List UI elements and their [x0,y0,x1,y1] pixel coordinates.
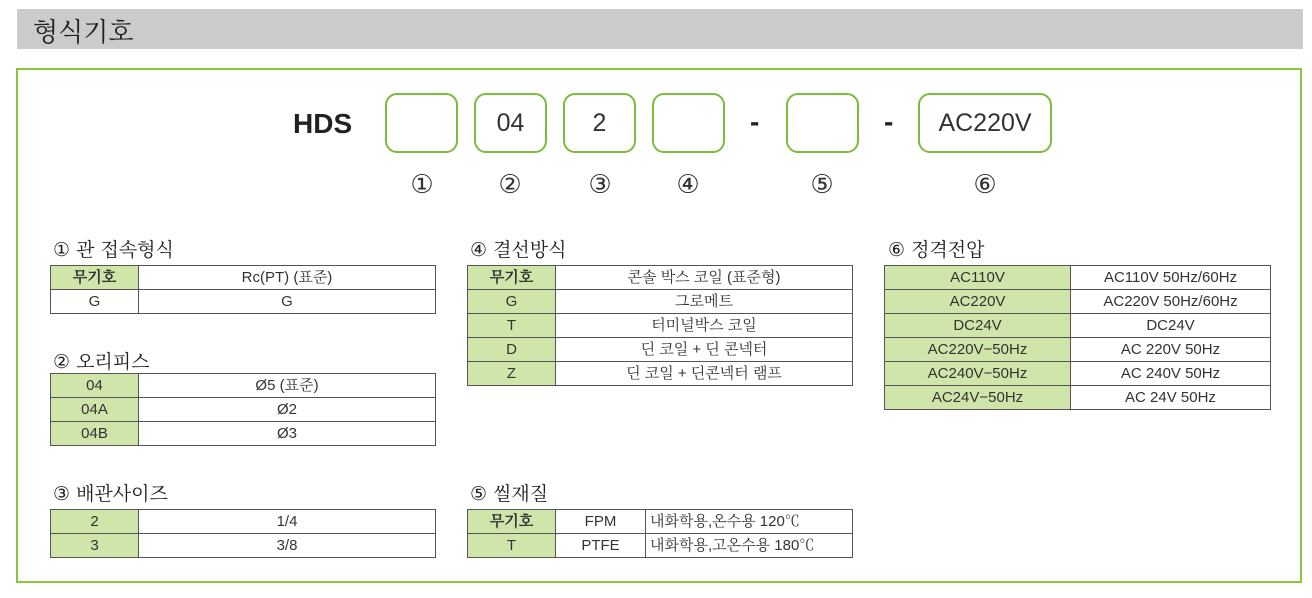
table-row [51,398,436,422]
table-row [468,290,853,314]
table-row [51,422,436,446]
pipe-size-table [50,509,436,558]
table-cell: 무기호 [468,266,556,290]
code-box-3: 2 [563,93,636,153]
table-cell: 무기호 [468,510,556,534]
table-row [468,510,853,534]
table-cell: AC 24V 50Hz [1071,386,1271,410]
wiring-table [467,265,853,386]
table-row [51,374,436,398]
table-cell: AC220V 50Hz/60Hz [1071,290,1271,314]
table-cell: 그로메트 [556,290,853,314]
code-dash-2: - [884,106,894,137]
table-cell: AC220V [885,290,1071,314]
pipe-connection-title: ① 관 접속형식 [53,239,174,261]
table-cell: 04A [51,398,139,422]
table-row [468,338,853,362]
table-row [885,338,1271,362]
page-title: 형식기호 [33,18,134,48]
voltage-table [884,265,1271,410]
table-cell: 3/8 [139,534,436,558]
section-title-bar [17,9,1303,49]
table-row [885,386,1271,410]
seal-title: ⑤ 씰재질 [470,483,549,505]
table-cell: 내화학용,온수용 120℃ [646,510,853,534]
table-cell: 내화학용,고온수용 180℃ [646,534,853,558]
table-cell: AC110V [885,266,1071,290]
table-cell: DC24V [885,314,1071,338]
code-box-6: AC220V [918,93,1052,153]
table-cell: AC110V 50Hz/60Hz [1071,266,1271,290]
code-box-1 [385,93,458,153]
table-row [468,362,853,386]
table-row [885,314,1271,338]
voltage-title: ⑥ 정격전압 [888,239,985,261]
table-row [51,290,436,314]
table-cell: AC 240V 50Hz [1071,362,1271,386]
table-cell: FPM [556,510,646,534]
table-cell: 04 [51,374,139,398]
table-cell: D [468,338,556,362]
table-row [468,266,853,290]
marker-5: ⑤ [810,170,834,200]
orifice-title: ② 오리피스 [53,351,150,373]
table-cell: AC220V−50Hz [885,338,1071,362]
table-cell: DC24V [1071,314,1271,338]
table-cell: 콘솔 박스 코일 (표준형) [556,266,853,290]
table-cell: G [51,290,139,314]
table-cell: Z [468,362,556,386]
table-cell: Ø3 [139,422,436,446]
seal-table [467,509,853,558]
table-cell: 2 [51,510,139,534]
table-row [885,362,1271,386]
code-box-5 [786,93,859,153]
table-cell: Ø2 [139,398,436,422]
marker-3: ③ [588,170,612,200]
table-cell: 1/4 [139,510,436,534]
table-row [51,510,436,534]
table-cell: PTFE [556,534,646,558]
table-row [468,534,853,558]
marker-1: ① [410,170,434,200]
marker-4: ④ [676,170,700,200]
code-box-4 [652,93,725,153]
table-row [468,314,853,338]
table-cell: Ø5 (표준) [139,374,436,398]
table-row [51,266,436,290]
marker-2: ② [498,170,522,200]
table-cell: 터미널박스 코일 [556,314,853,338]
table-row [885,290,1271,314]
pipe-size-title: ③ 배관사이즈 [53,483,168,505]
table-cell: 3 [51,534,139,558]
code-box-2: 04 [474,93,547,153]
table-cell: 딘 코일 + 딘콘넥터 램프 [556,362,853,386]
table-cell: G [139,290,436,314]
code-dash-1: - [750,106,760,137]
table-row [885,266,1271,290]
table-cell: 딘 코일 + 딘 콘넥터 [556,338,853,362]
table-cell: T [468,314,556,338]
table-cell: Rc(PT) (표준) [139,266,436,290]
table-cell: AC 220V 50Hz [1071,338,1271,362]
table-cell: G [468,290,556,314]
wiring-title: ④ 결선방식 [470,239,567,261]
marker-6: ⑥ [973,170,997,200]
table-cell: T [468,534,556,558]
pipe-connection-table [50,265,436,314]
table-cell: 04B [51,422,139,446]
table-cell: AC240V−50Hz [885,362,1071,386]
table-cell: 무기호 [51,266,139,290]
table-row [51,534,436,558]
orifice-table [50,373,436,446]
model-prefix: HDS [293,108,353,139]
table-cell: AC24V−50Hz [885,386,1071,410]
